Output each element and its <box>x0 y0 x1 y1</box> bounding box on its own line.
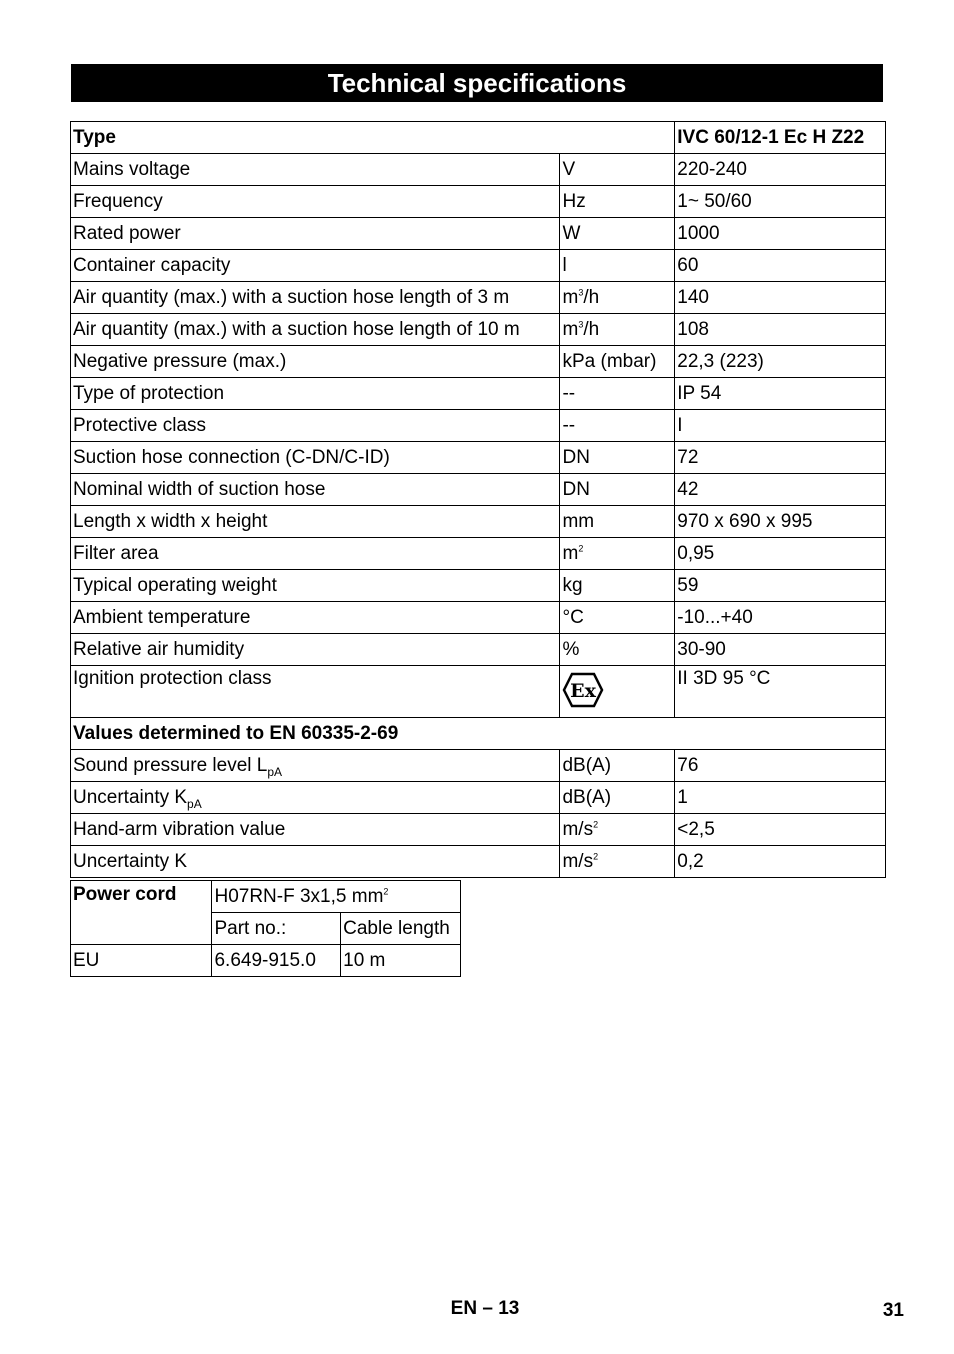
spec-label: Suction hose connection (C-DN/C-ID) <box>71 442 560 474</box>
spec-unit <box>560 666 675 718</box>
spec-unit: $m/s^2$ <box>560 846 675 878</box>
spec-unit: W <box>560 218 675 250</box>
spec-unit: $m/s^2$ <box>560 814 675 846</box>
spec-value: 1000 <box>675 218 886 250</box>
cord-length: 10 m <box>341 945 461 977</box>
cord-part-no: 6.649-915.0 <box>212 945 341 977</box>
spec-label: Length x width x height <box>71 506 560 538</box>
spec-row <box>71 346 886 378</box>
spec-value: 76 <box>675 750 886 782</box>
spec-unit: DN <box>560 442 675 474</box>
spec-label: Air quantity (max.) with a suction hose length of 10 m <box>71 314 560 346</box>
power-cord-header-row <box>71 881 461 913</box>
type-label: Type <box>71 122 675 154</box>
spec-label: Type of protection <box>71 378 560 410</box>
spec-label: Uncertainty $K_{pA}$ <box>71 782 560 814</box>
spec-row <box>71 782 886 814</box>
svg-text:Ex: Ex <box>570 680 597 702</box>
spec-value: 220-240 <box>675 154 886 186</box>
spec-unit: kg <box>560 570 675 602</box>
spec-row <box>71 666 886 718</box>
spec-label: Sound pressure level $L_{pA}$ <box>71 750 560 782</box>
spec-row <box>71 474 886 506</box>
spec-value: 140 <box>675 282 886 314</box>
spec-value: 1~ 50/60 <box>675 186 886 218</box>
spec-value: 970 x 690 x 995 <box>675 506 886 538</box>
spec-label: Rated power <box>71 218 560 250</box>
spec-value: 59 <box>675 570 886 602</box>
spec-row <box>71 218 886 250</box>
spec-unit: $m^3/h$ <box>560 314 675 346</box>
spec-label: Negative pressure (max.) <box>71 346 560 378</box>
model-name: IVC 60/12-1 Ec H Z22 <box>675 122 886 154</box>
spec-row <box>71 750 886 782</box>
section-title: Values determined to EN 60335-2-69 <box>71 718 886 750</box>
spec-value: 42 <box>675 474 886 506</box>
spec-value: 1 <box>675 782 886 814</box>
spec-row <box>71 442 886 474</box>
spec-unit: dB(A) <box>560 750 675 782</box>
cord-region: EU <box>71 945 212 977</box>
cable-type: H07RN-F 3x1,5 $mm^2$ <box>212 881 461 913</box>
spec-value: -10...+40 <box>675 602 886 634</box>
spec-label: Ignition protection class <box>71 666 560 718</box>
power-cord-label: Power cord <box>71 881 212 945</box>
ex-icon <box>562 672 604 714</box>
spec-unit: -- <box>560 410 675 442</box>
spec-value: 0,2 <box>675 846 886 878</box>
spec-row <box>71 602 886 634</box>
spec-row <box>71 506 886 538</box>
spec-label: Air quantity (max.) with a suction hose length of 3 m <box>71 282 560 314</box>
spec-label: Ambient temperature <box>71 602 560 634</box>
spec-row <box>71 282 886 314</box>
spec-label: Typical operating weight <box>71 570 560 602</box>
spec-value: 22,3 (223) <box>675 346 886 378</box>
spec-row <box>71 186 886 218</box>
spec-label: Frequency <box>71 186 560 218</box>
spec-value: II 3D 95 °C <box>675 666 886 718</box>
power-cord-row <box>71 945 461 977</box>
spec-unit: DN <box>560 474 675 506</box>
spec-unit: $m^2$ <box>560 538 675 570</box>
spec-header-row <box>71 122 886 154</box>
spec-value: I <box>675 410 886 442</box>
page-number: 31 <box>882 1300 904 1321</box>
spec-label: Protective class <box>71 410 560 442</box>
cable-length-header: Cable length <box>341 913 461 945</box>
spec-row <box>71 538 886 570</box>
spec-unit: l <box>560 250 675 282</box>
part-no-header: Part no.: <box>212 913 341 945</box>
spec-row <box>71 846 886 878</box>
spec-unit: $m^3/h$ <box>560 282 675 314</box>
spec-row <box>71 154 886 186</box>
footer-section: EN – 13 <box>450 1298 520 1319</box>
page-title: Technical specifications <box>71 64 883 102</box>
spec-unit: dB(A) <box>560 782 675 814</box>
spec-label: Filter area <box>71 538 560 570</box>
section-header-row <box>71 718 886 750</box>
spec-value: 0,95 <box>675 538 886 570</box>
spec-label: Uncertainty K <box>71 846 560 878</box>
spec-unit: Hz <box>560 186 675 218</box>
spec-unit: kPa (mbar) <box>560 346 675 378</box>
power-cord-table <box>70 880 461 977</box>
spec-value: <2,5 <box>675 814 886 846</box>
spec-unit: V <box>560 154 675 186</box>
spec-value: 30-90 <box>675 634 886 666</box>
spec-label: Container capacity <box>71 250 560 282</box>
spec-row <box>71 314 886 346</box>
spec-label: Mains voltage <box>71 154 560 186</box>
spec-value: 60 <box>675 250 886 282</box>
spec-table <box>70 121 886 878</box>
spec-value: 72 <box>675 442 886 474</box>
spec-row <box>71 570 886 602</box>
spec-unit: % <box>560 634 675 666</box>
spec-label: Hand-arm vibration value <box>71 814 560 846</box>
spec-row <box>71 634 886 666</box>
spec-unit: -- <box>560 378 675 410</box>
spec-value: 108 <box>675 314 886 346</box>
spec-row <box>71 250 886 282</box>
spec-unit: mm <box>560 506 675 538</box>
spec-label: Nominal width of suction hose <box>71 474 560 506</box>
spec-row <box>71 410 886 442</box>
spec-value: IP 54 <box>675 378 886 410</box>
spec-row <box>71 378 886 410</box>
spec-label: Relative air humidity <box>71 634 560 666</box>
spec-row <box>71 814 886 846</box>
spec-unit: °C <box>560 602 675 634</box>
